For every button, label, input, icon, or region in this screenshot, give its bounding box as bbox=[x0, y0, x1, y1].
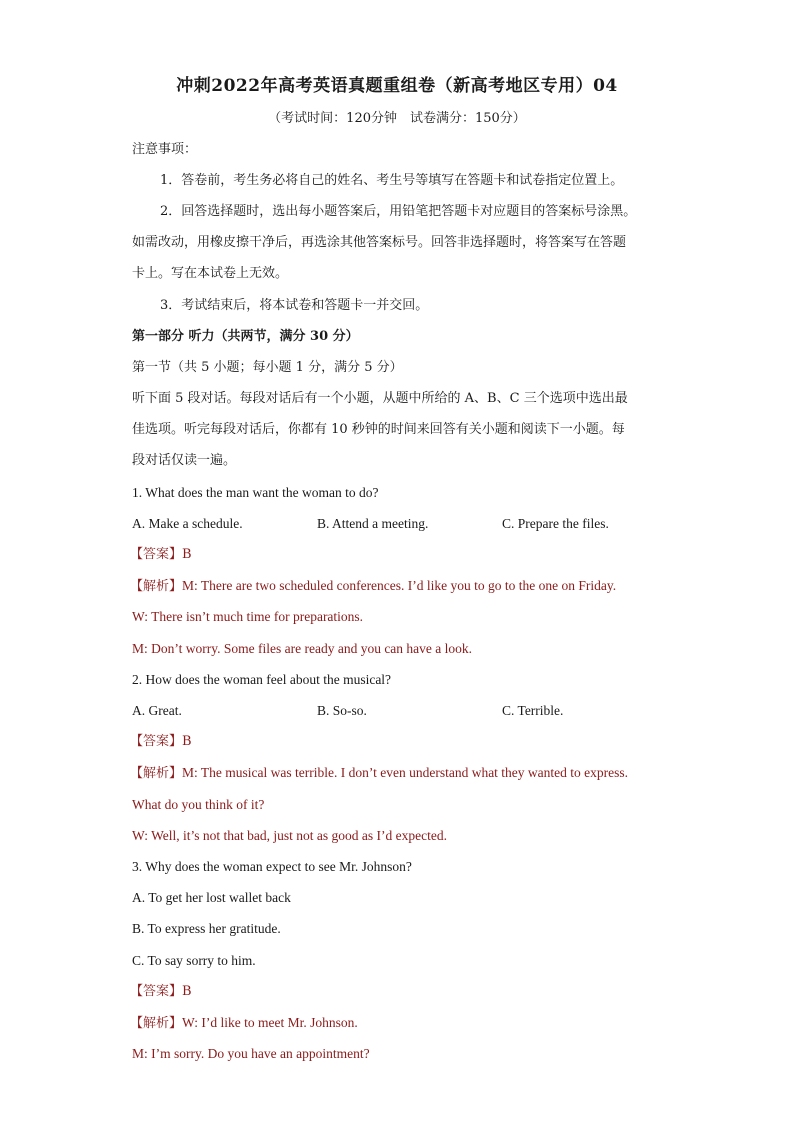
option-b: B. To express her gratitude. bbox=[132, 921, 281, 936]
exam-info: （考试时间：120分钟 试卷满分：150分） bbox=[268, 111, 526, 126]
answer-line bbox=[130, 982, 690, 1002]
notice-item-2-line-3: 卡上。写在本试卷上无效。 bbox=[132, 266, 289, 281]
answer-label: 【答案】 bbox=[130, 547, 183, 562]
option-a: A. To get her lost wallet back bbox=[132, 890, 291, 905]
analysis-line bbox=[130, 763, 690, 784]
page-title: 冲刺2022年高考英语真题重组卷（新高考地区专用）04 bbox=[176, 76, 618, 96]
analysis-text: W: There isn’t much time for preparations. bbox=[132, 609, 364, 624]
notice-item-2-line-2: 如需改动，用橡皮擦干净后，再选涂其他答案标号。回答非选择题时，将答案写在答题 bbox=[132, 235, 627, 250]
option-a: A. Great. bbox=[132, 703, 182, 718]
answer-value: B bbox=[182, 984, 192, 999]
part1-heading: 第一部分 听力（共两节，满分 30 分） bbox=[132, 329, 359, 344]
analysis-text: M: I’m sorry. Do you have an appointment? bbox=[132, 1046, 370, 1061]
analysis-label: 【解析】 bbox=[130, 766, 183, 781]
option-c: C. Prepare the files. bbox=[502, 516, 609, 531]
instruction-line-2: 佳选项。听完每段对话后，你都有 10 秒钟的时间来回答有关小题和阅读下一小题。每 bbox=[132, 422, 625, 437]
instruction-line-1: 听下面 5 段对话。每段对话后有一个小题，从题中所给的 A、B、C 三个选项中选出最 bbox=[132, 391, 628, 406]
answer-label: 【答案】 bbox=[130, 734, 183, 749]
section1-heading: 第一节（共 5 小题；每小题 1 分，满分 5 分） bbox=[132, 360, 403, 375]
option-b: B. Attend a meeting. bbox=[317, 516, 429, 531]
option-c: C. To say sorry to him. bbox=[132, 953, 256, 968]
analysis-text: W: I’d like to meet Mr. Johnson. bbox=[182, 1015, 358, 1030]
question-stem: 2. How does the woman feel about the musical? bbox=[132, 672, 392, 687]
notice-item-1: 1．答卷前，考生务必将自己的姓名、考生号等填写在答题卡和试卷指定位置上。 bbox=[160, 173, 624, 188]
analysis-text: W: Well, it’s not that bad, just not as good as I’d expected. bbox=[132, 828, 447, 843]
option-a: A. Make a schedule. bbox=[132, 516, 243, 531]
analysis-text: M: There are two scheduled conferences. I’d like you to go to the one on Friday. bbox=[182, 578, 617, 593]
notice-item-3: 3．考试结束后，将本试卷和答题卡一并交回。 bbox=[160, 298, 429, 313]
answer-value: B bbox=[182, 734, 192, 749]
analysis-text: M: Don’t worry. Some files are ready and you can have a look. bbox=[132, 641, 473, 656]
option-c: C. Terrible. bbox=[502, 703, 564, 718]
question-stem: 3. Why does the woman expect to see Mr. Johnson? bbox=[132, 859, 412, 874]
answer-label: 【答案】 bbox=[130, 984, 183, 999]
analysis-label: 【解析】 bbox=[130, 1016, 183, 1031]
answer-line bbox=[130, 545, 690, 565]
notice-item-2-line-1: 2．回答选择题时，选出每小题答案后，用铅笔把答题卡对应题目的答案标号涂黑。 bbox=[160, 204, 637, 219]
option-b: B. So-so. bbox=[317, 703, 367, 718]
notice-heading: 注意事项： bbox=[132, 142, 198, 157]
answer-value: B bbox=[182, 547, 192, 562]
instruction-line-3: 段对话仅读一遍。 bbox=[132, 453, 237, 468]
analysis-line bbox=[130, 1013, 690, 1034]
answer-line bbox=[130, 732, 690, 752]
analysis-text: What do you think of it? bbox=[132, 797, 265, 812]
analysis-text: M: The musical was terrible. I don’t even understand what they wanted to express. bbox=[182, 765, 629, 780]
question-stem: 1. What does the man want the woman to do? bbox=[132, 485, 379, 500]
analysis-line bbox=[130, 576, 690, 597]
analysis-label: 【解析】 bbox=[130, 579, 183, 594]
